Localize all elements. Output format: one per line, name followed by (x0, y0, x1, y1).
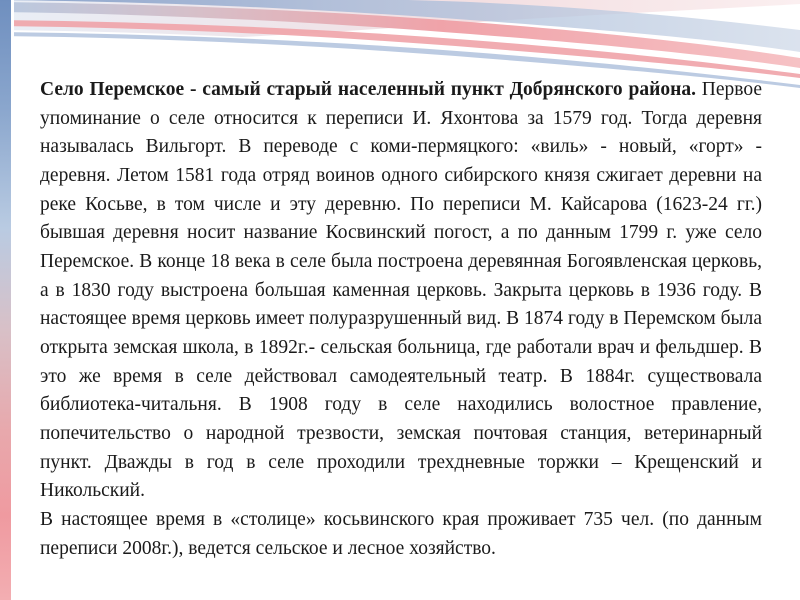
left-accent-bar (0, 0, 11, 600)
left-accent-bar-highlight (11, 0, 14, 600)
title-phrase: Село Перемское - самый старый населенный пункт Добрянского района. (40, 79, 696, 100)
paragraph-secondary: В настоящее время в «столице» косьвинского края проживает 735 чел. (по данным переписи 2008г.), ведется сельское и лесное хозяйство. (40, 508, 762, 559)
slide-text-content (40, 76, 762, 563)
paragraph-main-text: Первое упоминание о селе относится к переписи И. Яхонтова за 1579 год. Тогда деревня называлась Вильгорт. В переводе с коми-пермяцкого: «виль» - новый, «горт» - деревня. Летом 1581 года отряд воинов одного сибирского князя сжигает деревни на реке Косьве, в том числе и эту деревню. По переписи М. Кайсарова (1623-24 гг.) бывшая деревня носит название Косвинский погост, а по данным 1799 г. уже село Перемское. В конце 18 века в селе была построена деревянная Богоявленская церковь, а в 1830 году выстроена большая каменная церковь. Закрыта церковь в 1936 году. В настоящее время церковь имеет полуразрушенный вид. В 1874 году в Перемском была открыта земская школа, в 1892г.- сельская больница, где работали врач и фельдшер. В это же время в селе действовал самодеятельный театр. В 1884г. существовала библиотека-читальня. В 1908 году в селе находились волостное правление, попечительство о народной трезвости, земская почтовая станция, ветеринарный пункт. Дважды в год в селе проходили трехдневные торжки – Крещенский и Никольский. (40, 79, 762, 502)
paragraph-main (40, 76, 762, 506)
